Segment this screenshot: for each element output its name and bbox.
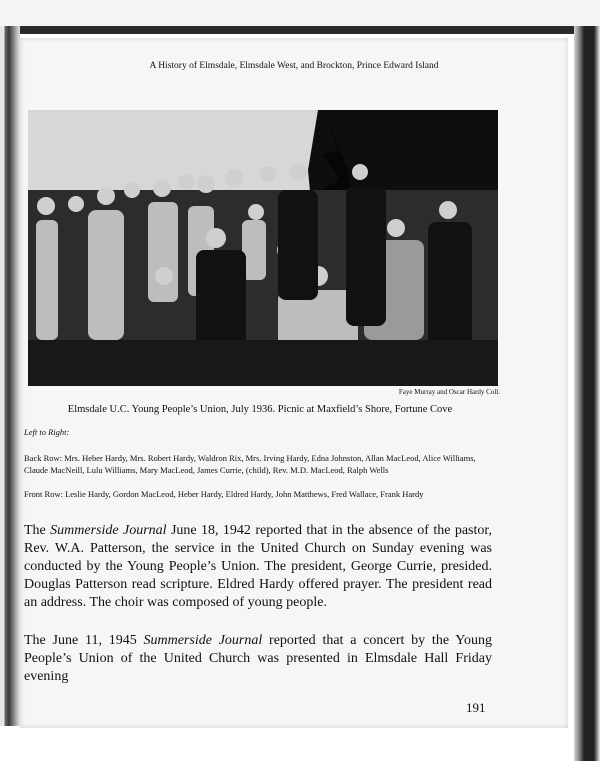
group-photo: [28, 110, 498, 386]
book-fore-edge: [574, 26, 600, 761]
book-page: [20, 38, 568, 728]
paragraph-2: [24, 632, 492, 686]
group-photo-illustration: [28, 110, 498, 386]
running-head: A History of Elmsdale, Elmsdale West, and Brockton, Prince Edward Island: [149, 61, 439, 71]
left-to-right-label: Left to Right:: [24, 427, 70, 437]
paragraph-2-publication: Summerside Journal: [143, 633, 263, 648]
paragraph-2-pre: The June 11, 1945: [24, 633, 144, 648]
book-spine-edge: [0, 26, 20, 726]
page-number: 191: [466, 700, 486, 715]
photo-credit: Faye Murray and Oscar Hardy Coll.: [398, 388, 500, 396]
book-top-edge: [0, 0, 600, 34]
paragraph-2-post: reported that a concert by the Young People’s Union of the United Church was presented in Elmsdale Hall Friday evening: [24, 633, 492, 684]
back-row-names: Back Row: Mrs. Heber Hardy, Mrs. Robert Hardy, Waldron Rix, Mrs. Irving Hardy, Edna Johnston, Allan MacLeod, Alice Williams, Claude MacNeill, Lulu Williams, Mary MacLeod, James Currie, (child), Rev. M.D. MacLeod, Ralph Wells: [24, 453, 476, 475]
photo-caption: Elmsdale U.C. Young People’s Union, July 1936. Picnic at Maxfield’s Shore, Fortune Cove: [67, 404, 453, 415]
paragraph-1-pre: The: [24, 523, 51, 538]
paragraph-1-publication: Summerside Journal: [50, 523, 167, 538]
front-row-names: Front Row: Leslie Hardy, Gordon MacLeod, Heber Hardy, Eldred Hardy, John Matthews, Fred Wallace, Frank Hardy: [24, 489, 424, 499]
paragraph-1-post: June 18, 1942 reported that in the absence of the pastor, Rev. W.A. Patterson, the service in the United Church on Sunday evening was conducted by the Young People’s Union. The president, George Currie, presided. Douglas Patterson read scripture. Eldred Hardy offered prayer. The president read an address. The choir was composed of young people.: [24, 523, 492, 610]
paragraph-1: [24, 522, 492, 612]
